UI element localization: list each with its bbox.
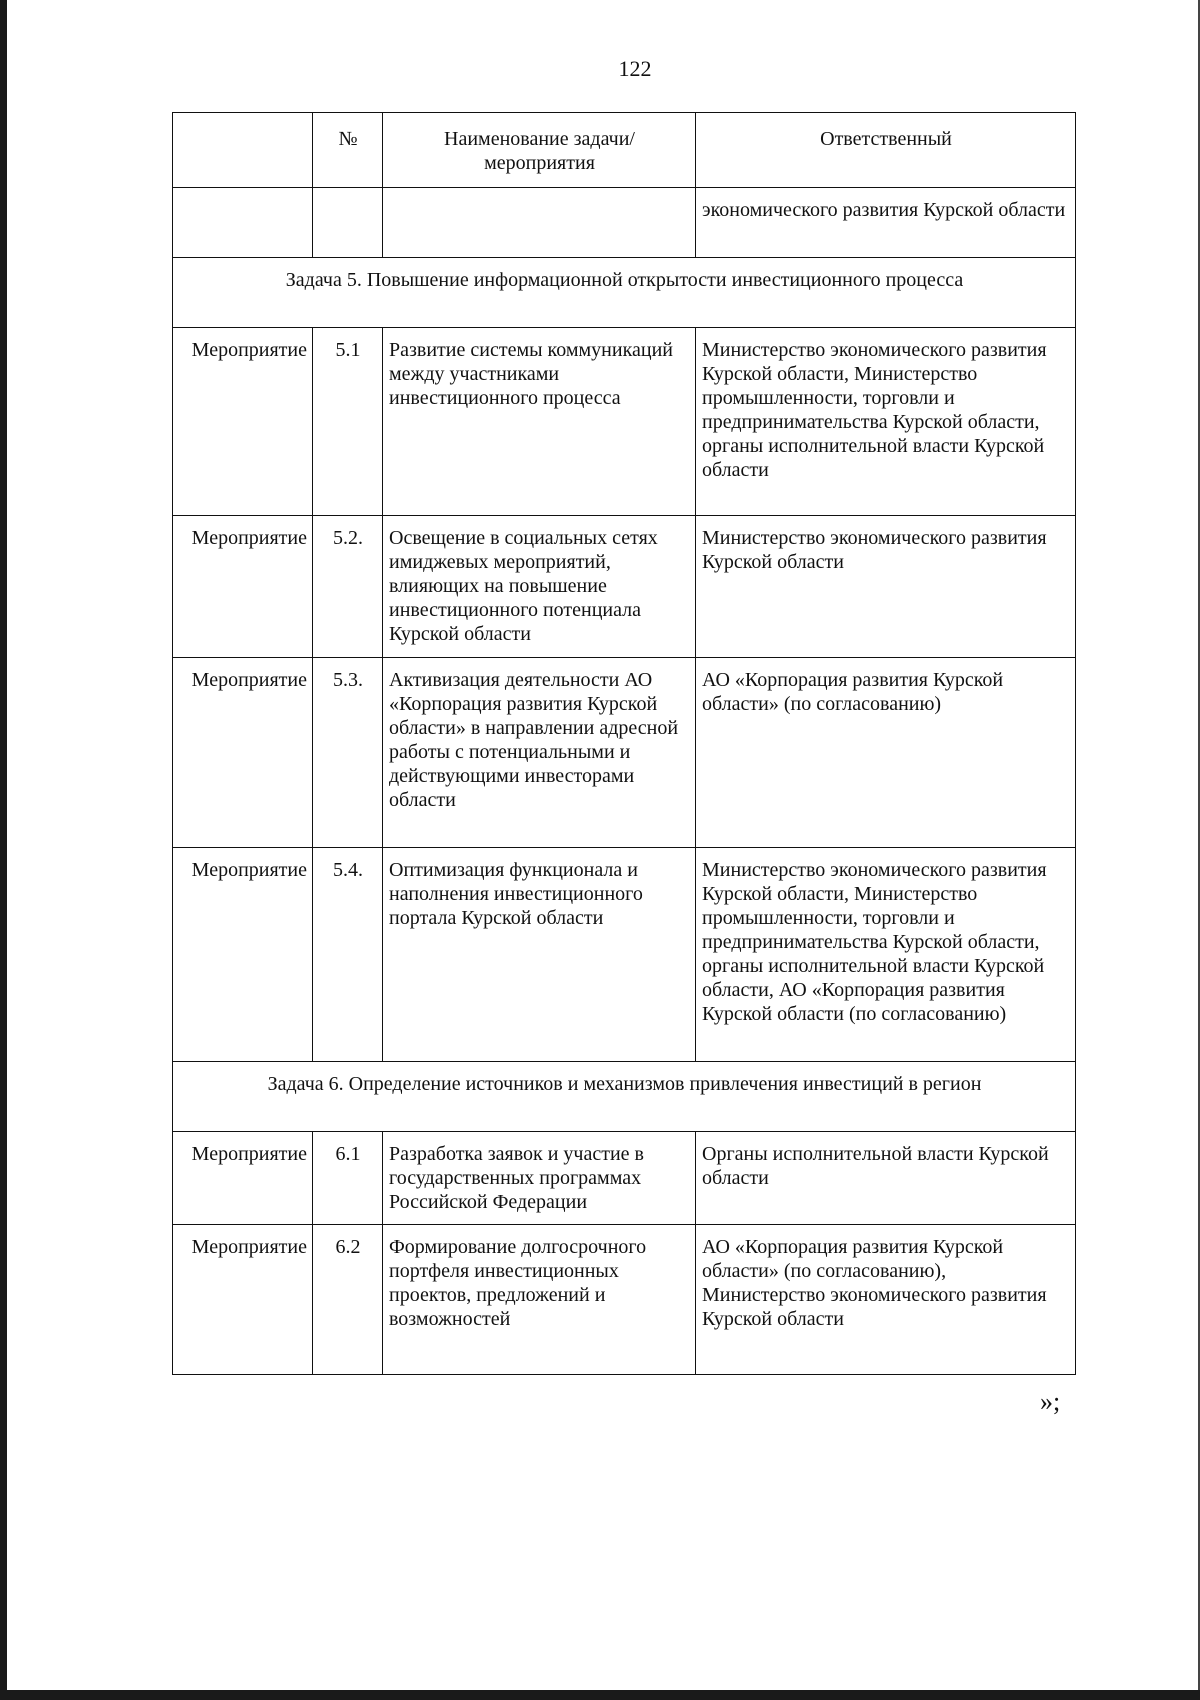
cell-responsible: Министерство экономического развития Курской области bbox=[696, 516, 1076, 658]
cell-number: 5.4. bbox=[313, 848, 383, 1062]
cell-name: Формирование долгосрочного портфеля инвестиционных проектов, предложений и возможностей bbox=[383, 1225, 696, 1375]
cell-name: Активизация деятельности АО «Корпорация развития Курской области» в направлении адресной работы с потенциальными и действующими инвесторами области bbox=[383, 658, 696, 848]
continuation-row bbox=[173, 188, 1076, 258]
cell-type: Мероприятие bbox=[173, 658, 313, 848]
cell-number: 5.2. bbox=[313, 516, 383, 658]
header-number: № bbox=[313, 113, 383, 188]
cell-number: 6.2 bbox=[313, 1225, 383, 1375]
cell-responsible: Министерство экономического развития Курской области, Министерство промышленности, торговли и предпринимательства Курской области, органы исполнительной власти Курской области, АО «Корпорация развития Курской области (по согласованию) bbox=[696, 848, 1076, 1062]
scan-edge-left bbox=[0, 0, 7, 1700]
cell-responsible: Органы исполнительной власти Курской области bbox=[696, 1132, 1076, 1225]
cell-empty bbox=[313, 188, 383, 258]
header-responsible: Ответственный bbox=[696, 113, 1076, 188]
cell-responsible: АО «Корпорация развития Курской области» (по согласованию) bbox=[696, 658, 1076, 848]
cell-responsible: Министерство экономического развития Курской области, Министерство промышленности, торговли и предпринимательства Курской области, органы исполнительной власти Курской области bbox=[696, 328, 1076, 516]
table-row bbox=[173, 848, 1076, 1062]
cell-type: Мероприятие bbox=[173, 848, 313, 1062]
cell-number: 5.1 bbox=[313, 328, 383, 516]
cell-name: Освещение в социальных сетях имиджевых мероприятий, влияющих на повышение инвестиционного потенциала Курской области bbox=[383, 516, 696, 658]
cell-type: Мероприятие bbox=[173, 516, 313, 658]
cell-number: 6.1 bbox=[313, 1132, 383, 1225]
cell-name: Разработка заявок и участие в государственных программах Российской Федерации bbox=[383, 1132, 696, 1225]
measures-table bbox=[172, 112, 1076, 1375]
cell-number: 5.3. bbox=[313, 658, 383, 848]
table-header-row bbox=[173, 113, 1076, 188]
scan-edge-bottom bbox=[0, 1690, 1200, 1700]
cell-type: Мероприятие bbox=[173, 1225, 313, 1375]
cell-name: Оптимизация функционала и наполнения инвестиционного портала Курской области bbox=[383, 848, 696, 1062]
task-row bbox=[173, 258, 1076, 328]
cell-name: Развитие системы коммуникаций между участниками инвестиционного процесса bbox=[383, 328, 696, 516]
table-row bbox=[173, 1132, 1076, 1225]
table-row bbox=[173, 328, 1076, 516]
task-row bbox=[173, 1062, 1076, 1132]
cell-responsible: АО «Корпорация развития Курской области» (по согласованию), Министерство экономического развития Курской области bbox=[696, 1225, 1076, 1375]
table-row bbox=[173, 658, 1076, 848]
cell-empty bbox=[173, 188, 313, 258]
task-5-title: Задача 5. Повышение информационной открытости инвестиционного процесса bbox=[173, 258, 1076, 328]
header-name: Наименование задачи/мероприятия bbox=[383, 113, 696, 188]
cell-responsible: экономического развития Курской области bbox=[696, 188, 1076, 258]
page-number: 122 bbox=[618, 56, 652, 81]
table-row bbox=[173, 516, 1076, 658]
cell-empty bbox=[383, 188, 696, 258]
table-row bbox=[173, 1225, 1076, 1375]
cell-type: Мероприятие bbox=[173, 328, 313, 516]
task-6-title: Задача 6. Определение источников и механизмов привлечения инвестиций в регион bbox=[173, 1062, 1076, 1132]
cell-type: Мероприятие bbox=[173, 1132, 313, 1225]
closing-quote-mark: »; bbox=[1040, 1387, 1061, 1416]
header-type bbox=[173, 113, 313, 188]
